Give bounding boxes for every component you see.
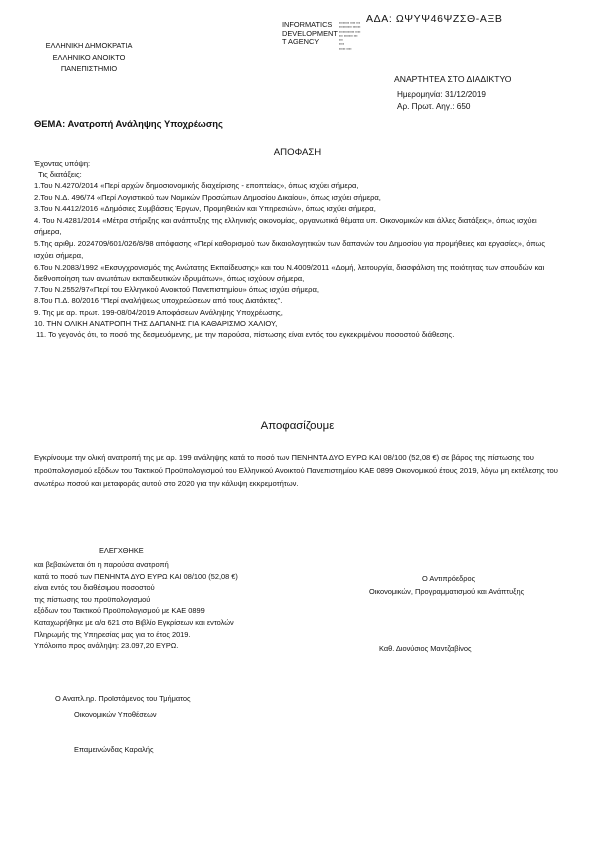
consideration-item: 6.Του Ν.2083/1992 «Εκσυγχρονισμός της Ανώτατης Εκπαίδευσης» και του Ν.4009/2011 «Δομή, λειτουργία, διασφάλιση της ποιότητας των σπουδών και διεθνοποίηση των ανωτάτων εκπαιδευτικών ιδρυμάτων», όπως ισχύουν σήμερα, xyxy=(34,262,545,284)
consideration-item: 4. Του Ν.4281/2014 «Μέτρα στήριξης και ανάπτυξης της ελληνικής οικονομίας, οργανωτικά θέματα υπ. Οικονομικών και άλλες διατάξεις», όπως ισχύει σήμερα, xyxy=(34,216,537,237)
protocol-number: Αρ. Πρωτ. Αηγ.: 650 xyxy=(397,102,471,111)
institution-line: ΕΛΛΗΝΙΚΟ ΑΝΟΙΚΤΟ xyxy=(52,52,126,62)
considerations-intro: Έχοντας υπόψη: xyxy=(34,159,91,168)
head-of-dept-role: Ο Αναπλ.ηρ. Προϊστάμενος του Τμήματος xyxy=(55,694,191,703)
verification-line: και βεβαιώνεται ότι η παρούσα ανατροπή xyxy=(34,560,169,569)
considerations-list xyxy=(34,158,564,340)
subject-line: ΘΕΜΑ: Ανατροπή Ανάληψης Υποχρέωσης xyxy=(34,118,223,129)
consideration-item: 3.Του Ν.4412/2016 «Δημόσιες Συμβάσεις Έργων, Προμηθειών και Υπηρεσιών», όπως ισχύει σήμερα, xyxy=(34,203,376,213)
consideration-item: 7.Του Ν.2552/97«Περί του Ελληνικού Ανοικτού Πανεπιστημίου» όπως ισχύει σήμερα, xyxy=(34,285,319,295)
verification-line: της πίστωσης του προϋπολογισμού xyxy=(34,594,151,604)
verification-line: Καταχωρήθηκε με α/α 621 στο Βιβλίο Εγκρίσεων και εντολών xyxy=(34,617,234,627)
decision-paragraph: Εγκρίνουμε την ολική ανατροπή της με αρ. 199 ανάληψης κατά το ποσό των ΠΕΝΗΝΤΑ ΔΥΟ ΕΥΡΩ ΚΑΙ 08/100 (52,08 €) σε βάρος της πίστωσης του προϋπολογισμού εξόδων του Τακτικού Προϋπολογισμού του Ελληνικού Ανοικτού Πανεπιστημίου ΚΑΕ 0899 Οικονομικού έτους 2019, λόγω μη εκτέλεσης του ανωτέρω ποσού και μεταφοράς αυτού στο 2020 για την κάλυψη εκκρεμοτήτων. xyxy=(34,453,558,489)
verification-line: κατά το ποσό των ΠΕΝΗΝΤΑ ΔΥΟ ΕΥΡΩ ΚΑΙ 08/100 (52,08 €) xyxy=(34,571,238,581)
institution-line: ΕΛΛΗΝΙΚΗ ΔΗΜΟΚΡΑΤΙΑ xyxy=(45,41,133,50)
consideration-item: 5.Της αριθμ. 2024709/601/026/8/98 απόφασης «Περί καθορισμού των δικαιολογητικών των δαπανών του Δημοσίου για προμήθειες και εργασίες», όπως ισχύει σήμερα, xyxy=(34,239,546,260)
verification-line: Πληρωμής της Υπηρεσίας μας για το έτος 2019. xyxy=(34,629,191,639)
verification-block xyxy=(34,559,354,652)
ada-code: ΑΔΑ: ΩΨΥΨ46ΨΖΣΘ-ΑΞΒ xyxy=(366,13,503,25)
decide-heading: Αποφασίζουμε xyxy=(260,420,335,432)
agency-line: INFORMATICS xyxy=(282,20,333,29)
verification-line: εξόδων του Τακτικού Προϋπολογισμού με ΚΑΕ 0899 xyxy=(34,606,205,616)
agency-line: DEVELOPMENT xyxy=(282,28,338,38)
head-of-dept-dept: Οικονομικών Υποθέσεων xyxy=(74,710,157,719)
verification-line: είναι εντός του διαθέσιμου ποσοστού xyxy=(34,583,155,593)
agency-line: T AGENCY xyxy=(282,37,320,47)
head-of-dept-name: Επαμεινώνδας Καραλής xyxy=(74,745,154,754)
consideration-item: 2.Του Ν.Δ. 496/74 «Περί Λογιστικού των Νομικών Προσώπων Δημοσίου Δικαίου», όπως ισχύει σήμερα, xyxy=(34,192,381,202)
vice-president-role: Ο Αντιπρόεδρος xyxy=(422,574,476,583)
decision-title: ΑΠΟΦΑΣΗ xyxy=(273,147,322,158)
agency-logo-text xyxy=(282,20,338,47)
consideration-item: 8.Του Π.Δ. 80/2016 "Περί αναλήψεως υποχρεώσεων από τους Διατάκτες". xyxy=(34,296,283,306)
institution-header xyxy=(34,40,144,75)
consideration-item: 9. Της με αρ. πρωτ. 199-08/04/2019 Αποφάσεων Ανάληψης Υποχρέωσης, xyxy=(34,307,283,317)
verification-line: Υπόλοιπο προς ανάληψη: 23.097,20 ΕΥΡΩ. xyxy=(34,641,179,651)
posted-label: ΑΝΑΡΤΗΤΕΑ ΣΤΟ ΔΙΑΔΙΚΤΥΟ xyxy=(394,74,512,84)
institution-line: ΠΑΝΕΠΙΣΤΗΜΙΟ xyxy=(60,64,118,73)
consideration-item: 11. Το γεγονός ότι, το ποσό της δεσμευόμενης, με την παρούσα, πίστωσης είναι εντός του εγκεκριμένου ποσοστού διάθεσης. xyxy=(34,330,455,340)
consideration-item: 10. ΤΗΝ ΟΛΙΚΗ ΑΝΑΤΡΟΠΗ ΤΗΣ ΔΑΠΑΝΗΣ ΓΙΑ ΚΑΘΑΡΙΣΜΟ ΧΑΛΙΟΥ, xyxy=(34,318,278,328)
considerations-heading: Τις διατάξεις: xyxy=(34,170,82,180)
agency-fine-print: ▪▪▪▪▪▪▪▪ ▪▪▪▪ ▪▪▪ ▪▪▪▪▪▪▪▪▪▪ ▪▪▪▪▪▪ ▪▪▪▪▪▪▪▪▪▪▪▪ ▪▪▪▪ ▪▪▪ ▪▪▪▪▪▪▪ ▪▪▪ ▪▪▪ ▪▪▪▪ ▪▪▪▪▪ ▪▪▪▪ xyxy=(339,21,361,51)
vice-president-dept: Οικονομικών, Προγραμματισμού και Ανάπτυξης xyxy=(369,587,525,596)
vice-president-name: Καθ. Διονύσιος Μαντζαβίνος xyxy=(379,644,472,653)
verified-title: ΕΛΕΓΧΘΗΚΕ xyxy=(99,546,144,555)
document-date: Ημερομηνία: 31/12/2019 xyxy=(397,90,486,99)
consideration-item: 1.Του Ν.4270/2014 «Περί αρχών δημοσιονομικής διαχείρισης - εποπτείας», όπως ισχύει σήμερα, xyxy=(34,181,359,191)
